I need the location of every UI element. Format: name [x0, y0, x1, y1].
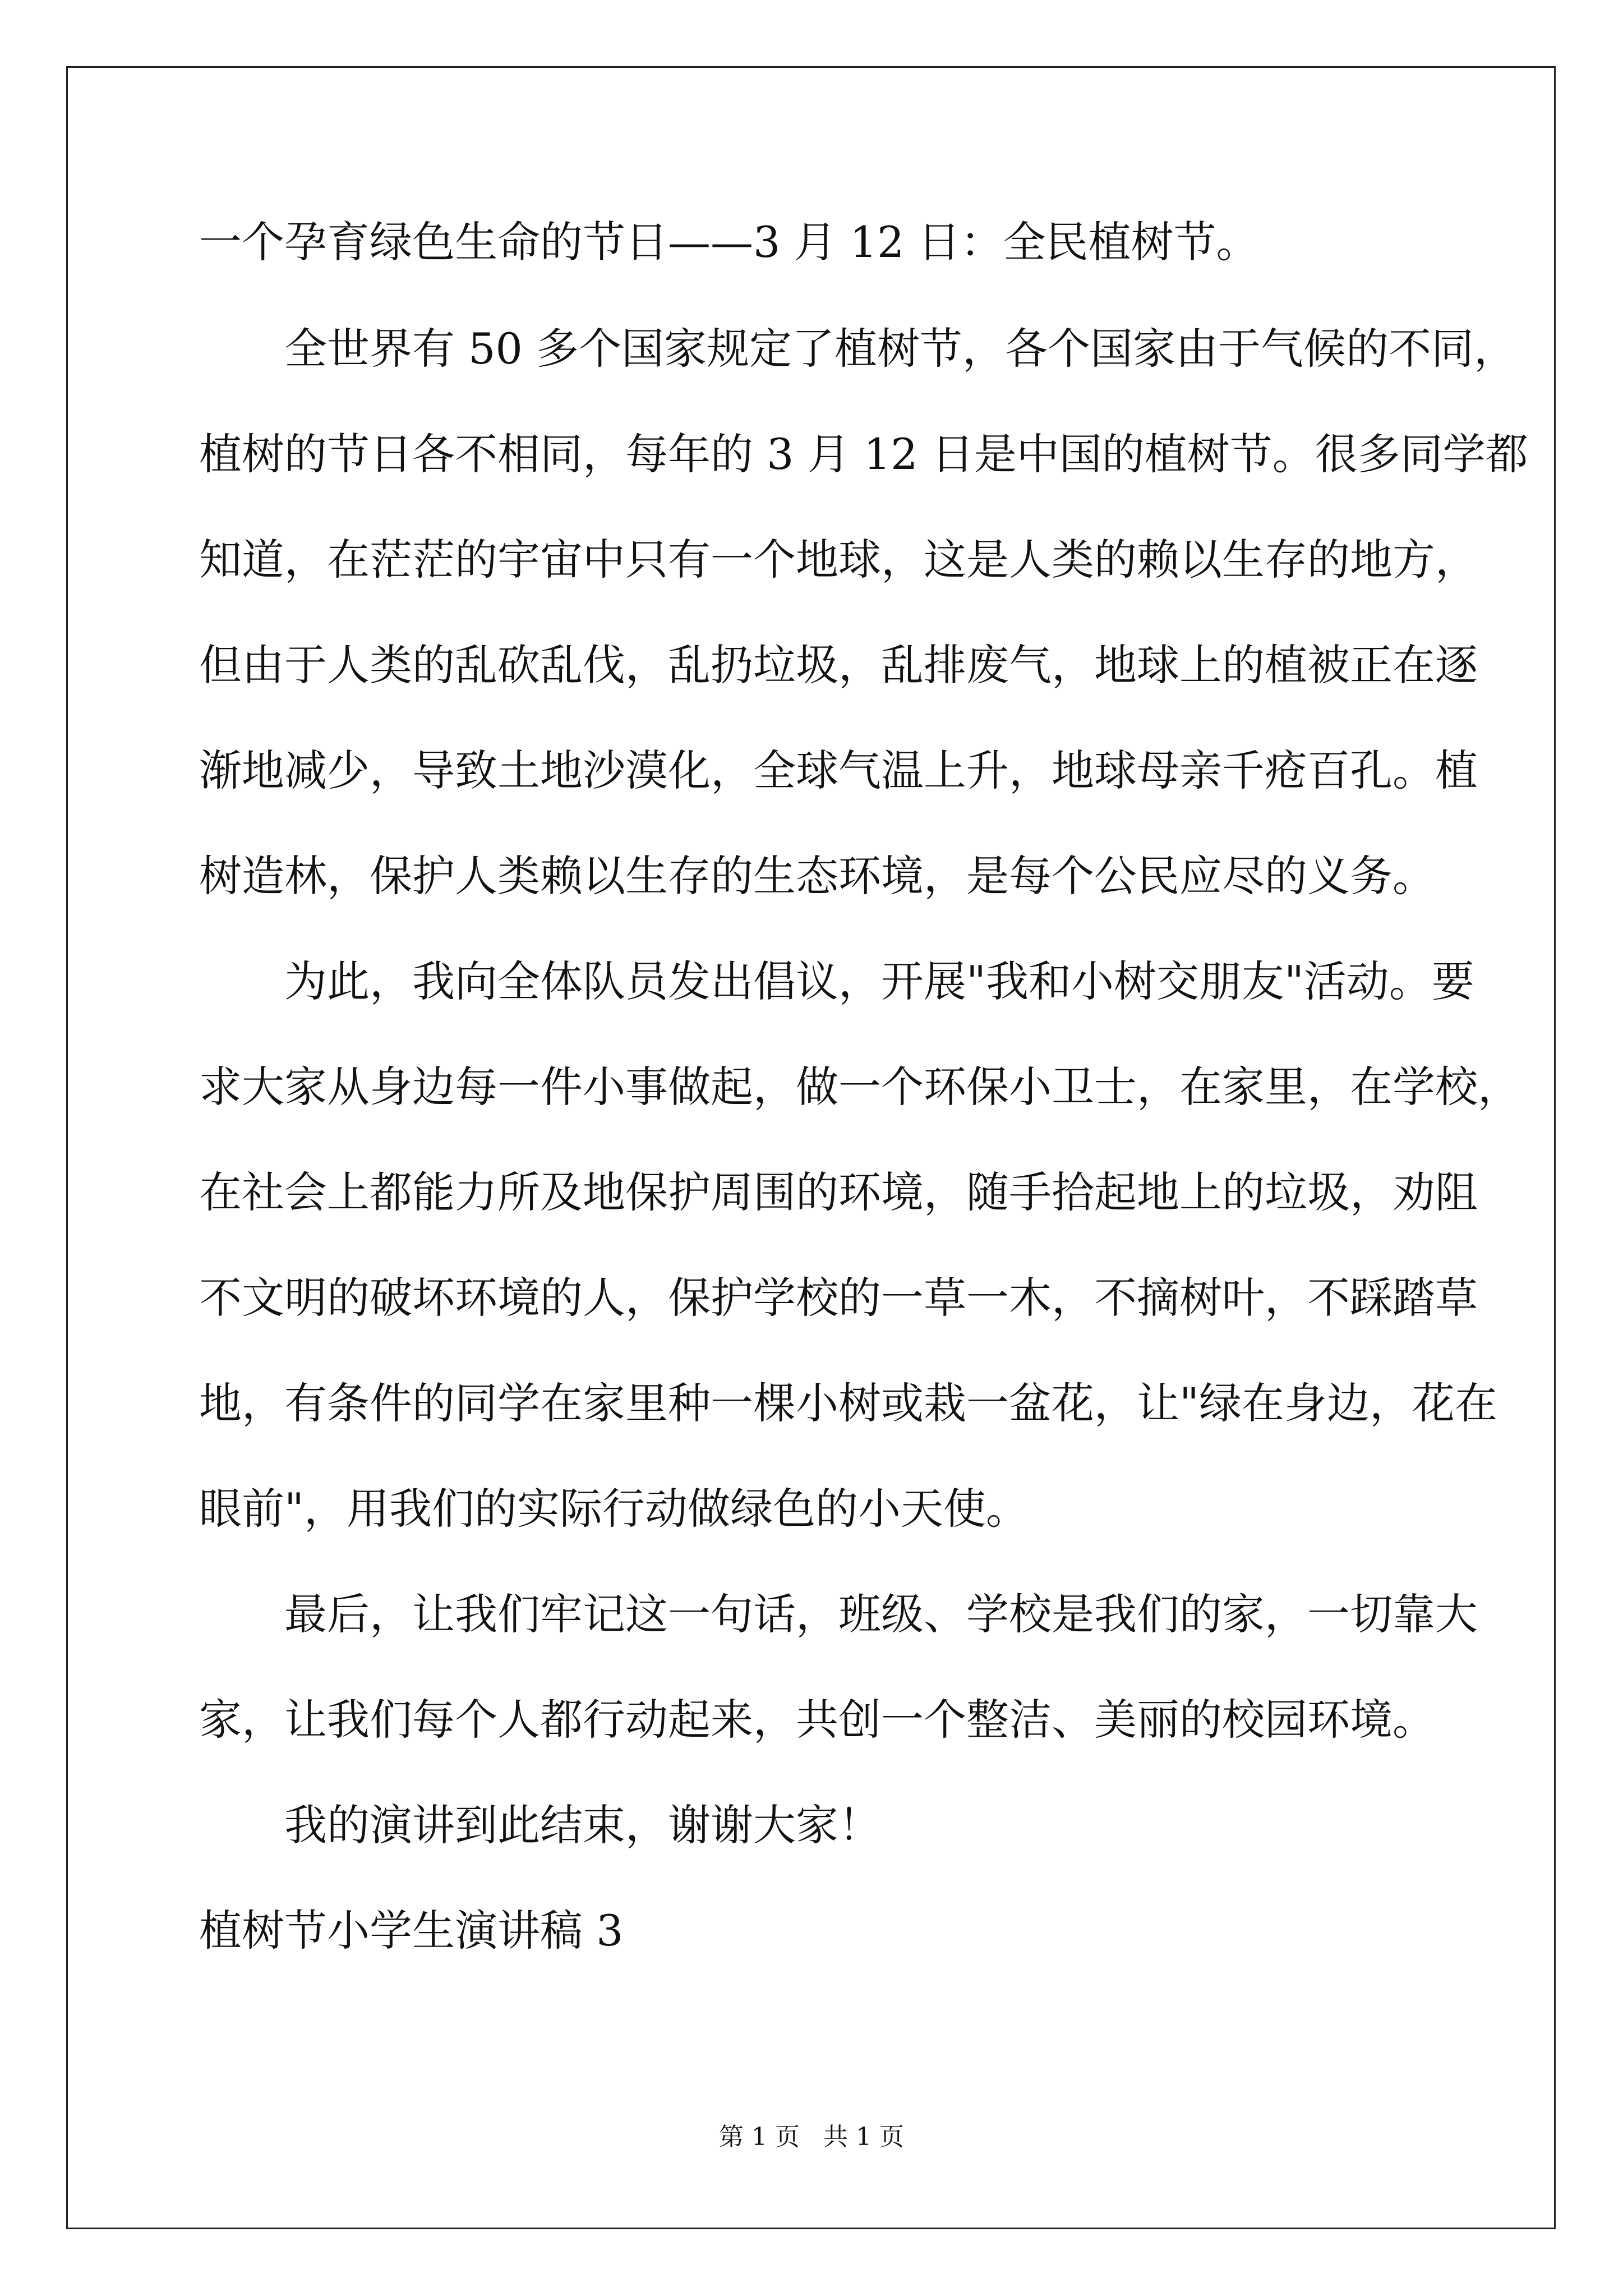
page-footer: 第 1 页 共 1 页 — [719, 2123, 904, 2151]
text-line: 我的演讲到此结束，谢谢大家！ — [284, 1800, 881, 1850]
text-line: 但由于人类的乱砍乱伐，乱扔垃圾，乱排废气，地球上的植被正在逐 — [199, 640, 1478, 690]
text-line: 地，有条件的同学在家里种一棵小树或栽一盆花，让"绿在身边，花在 — [199, 1378, 1497, 1428]
text-line: 不文明的破坏环境的人，保护学校的一草一木，不摘树叶，不踩踏草 — [199, 1273, 1478, 1323]
text-line: 树造林，保护人类赖以生存的生态环境，是每个公民应尽的义务。 — [199, 851, 1435, 901]
text-line: 眼前"，用我们的实际行动做绿色的小天使。 — [199, 1484, 1029, 1534]
section-heading: 植树节小学生演讲稿 3 — [199, 1906, 624, 1955]
text-line: 知道，在茫茫的宇宙中只有一个地球，这是人类的赖以生存的地方， — [199, 535, 1478, 585]
text-line: 植树的节日各不相同，每年的 3 月 12 日是中国的植树节。很多同学都 — [199, 429, 1528, 479]
text-line: 一个孕育绿色生命的节日——3 月 12 日：全民植树节。 — [199, 217, 1259, 267]
text-line: 求大家从身边每一件小事做起，做一个环保小卫士，在家里，在学校， — [199, 1062, 1520, 1112]
text-line: 为此，我向全体队员发出倡议，开展"我和小树交朋友"活动。要 — [284, 956, 1474, 1006]
text-line: 全世界有 50 多个国家规定了植树节，各个国家由于气候的不同， — [284, 324, 1517, 374]
text-line: 家，让我们每个人都行动起来，共创一个整洁、美丽的校园环境。 — [199, 1695, 1435, 1745]
text-line: 渐地减少，导致土地沙漠化，全球气温上升，地球母亲千疮百孔。植 — [199, 746, 1478, 795]
text-line: 在社会上都能力所及地保护周围的环境，随手拾起地上的垃圾，劝阻 — [199, 1167, 1478, 1217]
text-line: 最后，让我们牢记这一句话，班级、学校是我们的家，一切靠大 — [284, 1589, 1478, 1639]
